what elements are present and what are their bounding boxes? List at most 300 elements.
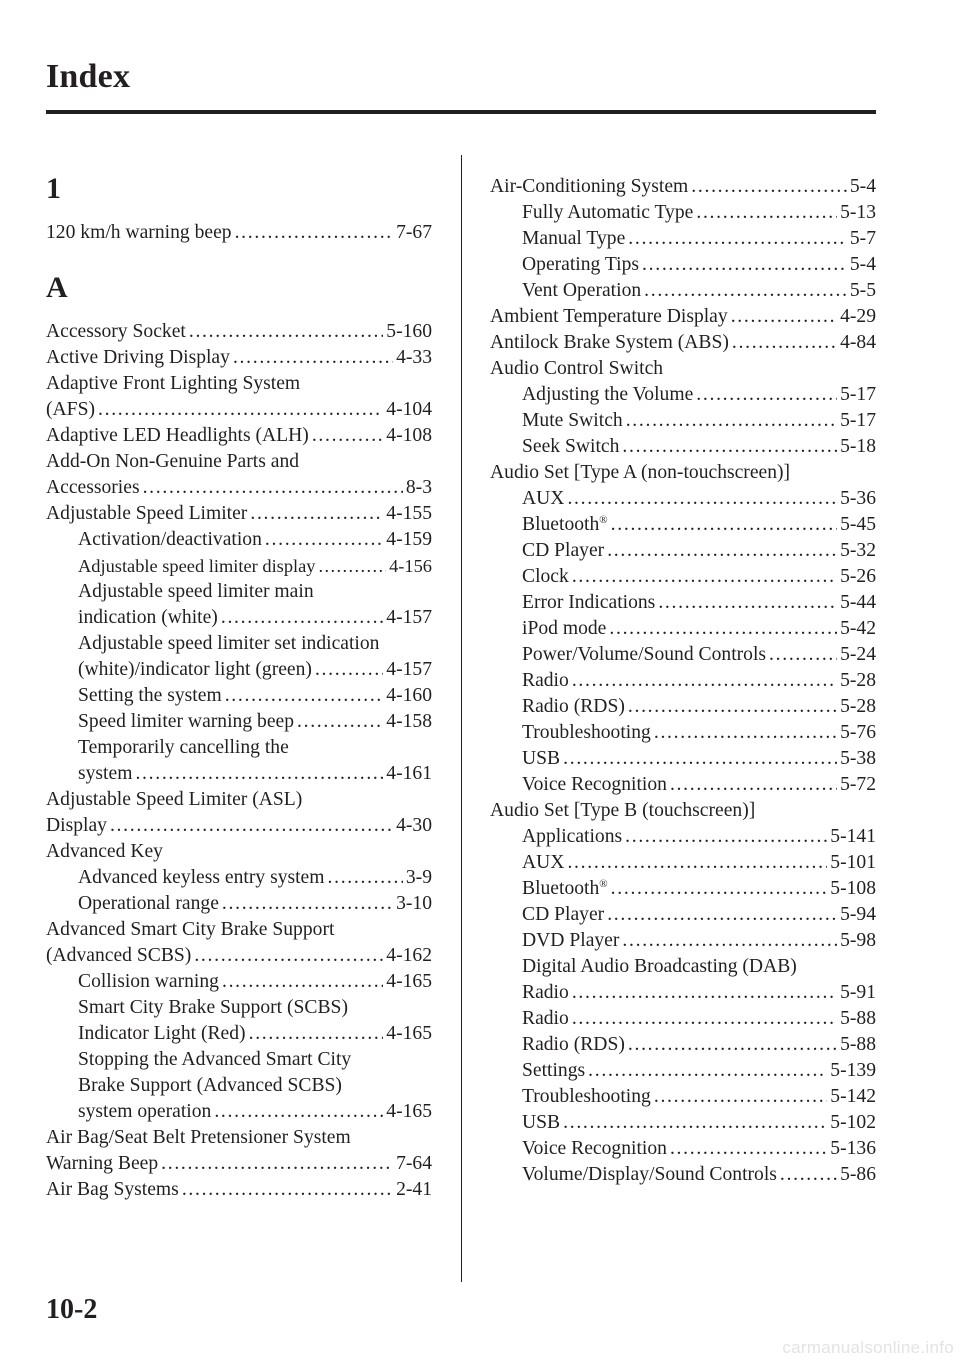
index-entry [490,304,876,330]
page-reference: 5-91 [840,982,876,1003]
dot-leader [182,1177,393,1203]
dot-leader [233,345,393,371]
dot-leader [250,501,383,527]
index-subentry [490,824,876,850]
dot-leader [235,220,394,246]
entry-label [522,668,569,694]
index-column-right [490,174,876,1188]
dot-leader [696,200,837,226]
index-subentry [46,605,432,631]
entry-label-text: Ambient Temperature Display [490,306,728,327]
entry-label-text: Power/Volume/Sound Controls [522,644,767,665]
dot-leader [563,1110,827,1136]
index-subentry [490,200,876,226]
entry-label-text: Air Bag/Seat Belt Pretensioner System [46,1127,351,1148]
column-divider [461,155,462,1282]
page-reference: 4-156 [389,556,432,576]
entry-label-text: Manual Type [522,228,626,249]
entry-label-text: Active Driving Display [46,347,230,368]
entry-label-text: Adaptive Front Lighting System [46,373,301,394]
index-subentry [490,928,876,954]
index-subentry [46,527,432,553]
page-reference: 5-76 [840,722,876,743]
page-reference: 5-42 [840,618,876,639]
entry-label [78,553,316,579]
entry-label-text: Radio [522,1008,569,1029]
entry-label [78,735,289,761]
index-subentry [490,902,876,928]
page-reference: 5-28 [840,670,876,691]
page-reference: 4-33 [396,347,432,368]
page-reference: 4-155 [386,503,432,524]
index-subentry [46,631,432,657]
entry-label-text: system operation [78,1101,212,1122]
index-subentry [46,761,432,787]
entry-label-text: Vent Operation [522,280,642,301]
index-subentry [490,1136,876,1162]
page-number: 10-2 [46,1294,98,1325]
entry-label [78,1099,211,1125]
page-reference: 4-165 [386,971,432,992]
index-subentry [490,564,876,590]
dot-leader [654,1084,827,1110]
dot-leader [607,902,837,928]
dot-leader [312,423,383,449]
entry-label-text: indication (white) [78,607,218,628]
index-subentry [490,486,876,512]
index-subentry [46,969,432,995]
page-reference: 4-161 [386,763,432,784]
index-subentry [46,657,432,683]
entry-label-text: (AFS) [46,399,95,420]
entry-label [522,876,608,902]
entry-label-text: Air Bag Systems [46,1179,179,1200]
entry-label-text: Stopping the Advanced Smart City [78,1049,352,1070]
index-subentry [490,1032,876,1058]
dot-leader [732,330,837,356]
entry-label-text: USB [522,1112,561,1133]
entry-label-text: Voice Recognition [522,774,667,795]
index-entry [46,839,432,865]
index-subentry [490,642,876,668]
entry-label-text: Brake Support (Advanced SCBS) [78,1075,342,1096]
entry-label [522,850,564,876]
entry-label [522,1136,667,1162]
entry-label [78,1073,342,1099]
entry-label-text: Clock [522,566,569,587]
index-entry [46,319,432,345]
index-subentry [490,694,876,720]
page-reference: 4-108 [386,425,432,446]
entry-label [46,319,186,345]
entry-label [78,761,132,787]
page-reference: 5-13 [840,202,876,223]
page-reference: 5-45 [840,514,876,535]
dot-leader [143,475,403,501]
index-entry [46,1177,432,1203]
index-entry [46,397,432,423]
entry-label [46,1125,351,1151]
entry-label [522,720,651,746]
index-entry [46,1125,432,1151]
entry-label [522,1110,560,1136]
entry-label-text: Radio (RDS) [522,696,625,717]
dot-leader [328,865,403,891]
index-subentry [490,720,876,746]
dot-leader [628,1032,837,1058]
page-reference: 5-24 [840,644,876,665]
index-entry [46,449,432,475]
registered-mark: ® [599,878,608,890]
index-subentry [490,668,876,694]
dot-leader [626,408,837,434]
page-reference: 5-4 [849,176,876,197]
index-subentry [46,1021,432,1047]
dot-leader [769,642,837,668]
dot-leader [691,174,847,200]
page-reference: 5-17 [840,410,876,431]
dot-leader [625,824,827,850]
entry-label [522,746,560,772]
entry-label [46,397,95,423]
entry-label-text: Adjustable speed limiter main [78,581,314,602]
entry-label [522,616,606,642]
index-subentry [490,1006,876,1032]
entry-label-text: Error Indications [522,592,656,613]
dot-leader [135,761,383,787]
entry-label-text: system [78,763,133,784]
page-reference: 7-67 [396,222,432,243]
index-subentry [490,590,876,616]
dot-leader [607,538,837,564]
entry-label-text: (white)/indicator light (green) [78,659,312,680]
index-subentry [490,876,876,902]
index-subentry [490,954,876,980]
entry-label [522,1162,777,1188]
page-reference: 5-88 [840,1008,876,1029]
page-reference: 5-88 [840,1034,876,1055]
page-reference: 5-160 [386,321,432,342]
entry-label-text: Seek Switch [522,436,620,457]
dot-leader [696,382,837,408]
entry-label-text: Bluetooth [522,878,600,899]
page-reference: 8-3 [405,477,432,498]
entry-label-text: Adaptive LED Headlights (ALH) [46,425,309,446]
page-reference: 4-165 [386,1023,432,1044]
entry-label [522,824,622,850]
entry-label [522,772,667,798]
entry-label [522,226,625,252]
entry-label [78,605,218,631]
dot-leader [297,709,383,735]
index-entry [490,330,876,356]
entry-label-text: iPod mode [522,618,607,639]
dot-leader [572,1006,837,1032]
index-entry [46,917,432,943]
entry-label-text: Activation/deactivation [78,529,262,550]
page-reference: 4-160 [386,685,432,706]
entry-label-text: Setting the system [78,685,222,706]
entry-label-text: Operating Tips [522,254,640,275]
page-reference: 5-5 [849,280,876,301]
index-entry [490,174,876,200]
index-entry [46,371,432,397]
page-reference: 5-4 [849,254,876,275]
dot-leader [572,564,837,590]
entry-label [522,252,639,278]
entry-label [490,174,688,200]
index-subentry [46,891,432,917]
entry-label-text: Bluetooth [522,514,600,535]
entry-label [522,1032,625,1058]
page-reference: 5-44 [840,592,876,613]
page-reference: 4-162 [386,945,432,966]
entry-label-text: Indicator Light (Red) [78,1023,246,1044]
entry-label-text: Audio Control Switch [490,358,664,379]
entry-label [522,564,569,590]
index-letter-heading: A [46,271,68,304]
index-subentry [46,553,432,579]
dot-leader [222,969,383,995]
entry-label-text: Adjustable Speed Limiter (ASL) [46,789,303,810]
page-reference: 4-159 [386,529,432,550]
page-reference: 5-108 [830,878,876,899]
entry-label [522,590,655,616]
entry-label [78,579,314,605]
entry-label-text: Smart City Brake Support (SCBS) [78,997,348,1018]
index-entry [490,460,876,486]
page-reference: 5-26 [840,566,876,587]
entry-label [46,1151,158,1177]
entry-label [46,449,299,475]
page-reference: 5-32 [840,540,876,561]
index-subentry [46,709,432,735]
dot-leader [563,746,837,772]
entry-label [78,995,348,1021]
entry-label-text: Adjustable Speed Limiter [46,503,248,524]
page-reference: 2-41 [396,1179,432,1200]
page-reference: 3-9 [405,867,432,888]
entry-label-text: Speed limiter warning beep [78,711,295,732]
entry-label [78,865,325,891]
dot-leader [611,512,837,538]
dot-leader [628,226,847,252]
index-subentry [490,512,876,538]
index-subentry [490,278,876,304]
index-entry [46,475,432,501]
index-entry [490,798,876,824]
dot-leader [315,657,383,683]
entry-label-text: Add-On Non-Genuine Parts and [46,451,300,472]
entry-label [46,345,230,371]
entry-label-text: CD Player [522,904,605,925]
page-reference: 5-7 [849,228,876,249]
page-reference: 4-165 [386,1101,432,1122]
dot-leader [670,772,837,798]
page-reference: 5-36 [840,488,876,509]
index-subentry [490,226,876,252]
index-subentry [490,850,876,876]
dot-leader [572,980,837,1006]
entry-label [522,434,619,460]
index-subentry [46,1073,432,1099]
dot-leader [609,616,837,642]
page-reference: 5-141 [830,826,876,847]
entry-label [46,371,300,397]
dot-leader [567,486,837,512]
index-subentry [46,683,432,709]
entry-label-text: USB [522,748,561,769]
entry-label [522,1058,585,1084]
index-subentry [46,579,432,605]
page-reference: 4-158 [386,711,432,732]
entry-label [522,694,625,720]
dot-leader [194,943,383,969]
entry-label-text: Troubleshooting [522,722,651,743]
entry-label [522,538,604,564]
entry-label [46,787,302,813]
dot-leader [670,1136,827,1162]
entry-label-text: Warning Beep [46,1153,159,1174]
entry-label [522,278,641,304]
index-entry [490,356,876,382]
entry-label [522,642,766,668]
index-subentry [490,980,876,1006]
entry-label [46,917,334,943]
entry-label-text: Mute Switch [522,410,623,431]
entry-label-text: Troubleshooting [522,1086,651,1107]
dot-leader [98,397,383,423]
entry-label-text: Radio [522,670,569,691]
dot-leader [658,590,837,616]
entry-label-text: Adjustable speed limiter set indication [78,633,380,654]
entry-label-text: Advanced Smart City Brake Support [46,919,335,940]
index-subentry [490,1058,876,1084]
dot-leader [214,1099,383,1125]
entry-label [78,683,222,709]
index-entry [46,787,432,813]
entry-label [490,356,663,382]
entry-label [522,486,564,512]
dot-leader [189,319,383,345]
dot-leader [611,876,828,902]
index-subentry [490,616,876,642]
entry-label [78,631,379,657]
entry-label-text: AUX [522,852,565,873]
index-subentry [490,434,876,460]
dot-leader [731,304,837,330]
index-subentry [46,1047,432,1073]
entry-label-text: Operational range [78,893,219,914]
registered-mark: ® [599,514,608,526]
dot-leader [622,928,837,954]
dot-leader [567,850,827,876]
page-reference: 4-157 [386,659,432,680]
entry-label [490,798,755,824]
page-reference: 7-64 [396,1153,432,1174]
entry-label [490,304,728,330]
index-entry [46,813,432,839]
index-subentry [490,746,876,772]
page-reference: 5-94 [840,904,876,925]
index-entry [46,943,432,969]
page-reference: 5-72 [840,774,876,795]
entry-label-text: Settings [522,1060,586,1081]
page-reference: 4-29 [840,306,876,327]
entry-label-text: Radio [522,982,569,1003]
entry-label [78,891,219,917]
entry-label [490,330,729,356]
index-entry [46,501,432,527]
page-reference: 4-30 [396,815,432,836]
dot-leader [225,683,384,709]
dot-leader [222,891,393,917]
entry-label-text: Audio Set [Type A (non-touchscreen)] [490,462,791,483]
dot-leader [622,434,837,460]
entry-label [78,969,219,995]
entry-label [522,980,569,1006]
entry-label [46,501,247,527]
page-reference: 5-142 [830,1086,876,1107]
entry-label-text: Advanced Key [46,841,163,862]
index-entry [46,220,432,246]
entry-label-text: Radio (RDS) [522,1034,625,1055]
entry-label-text: Voice Recognition [522,1138,667,1159]
entry-label-text: Digital Audio Broadcasting (DAB) [522,956,797,977]
entry-label [522,200,693,226]
index-subentry [490,1162,876,1188]
dot-leader [654,720,837,746]
entry-label [46,220,232,246]
dot-leader [780,1162,837,1188]
dot-leader [319,553,387,579]
entry-label-text: Air-Conditioning System [490,176,689,197]
index-subentry [490,382,876,408]
entry-label [78,527,262,553]
index-subentry [490,538,876,564]
index-entry [46,1151,432,1177]
page-reference: 4-104 [386,399,432,420]
entry-label [522,928,619,954]
dot-leader [110,813,393,839]
dot-leader [265,527,383,553]
entry-label-text: Applications [522,826,623,847]
entry-label-text: Accessories [46,477,140,498]
page-reference: 5-17 [840,384,876,405]
dot-leader [644,278,847,304]
entry-label-text: DVD Player [522,930,620,951]
index-subentry [490,1110,876,1136]
entry-label [522,512,608,538]
page-reference: 5-101 [830,852,876,873]
entry-label [46,475,140,501]
page-reference: 5-102 [830,1112,876,1133]
entry-label [46,813,107,839]
entry-label [78,657,312,683]
entry-label [522,954,797,980]
index-subentry [490,252,876,278]
entry-label [522,1006,569,1032]
watermark: carmanualsonline.info [782,1338,954,1357]
dot-leader [628,694,837,720]
entry-label [46,423,309,449]
index-subentry [46,735,432,761]
entry-label-text: Audio Set [Type B (touchscreen)] [490,800,756,821]
dot-leader [588,1058,827,1084]
entry-label-text: Volume/Display/Sound Controls [522,1164,777,1185]
page-reference: 5-28 [840,696,876,717]
index-entry [46,423,432,449]
